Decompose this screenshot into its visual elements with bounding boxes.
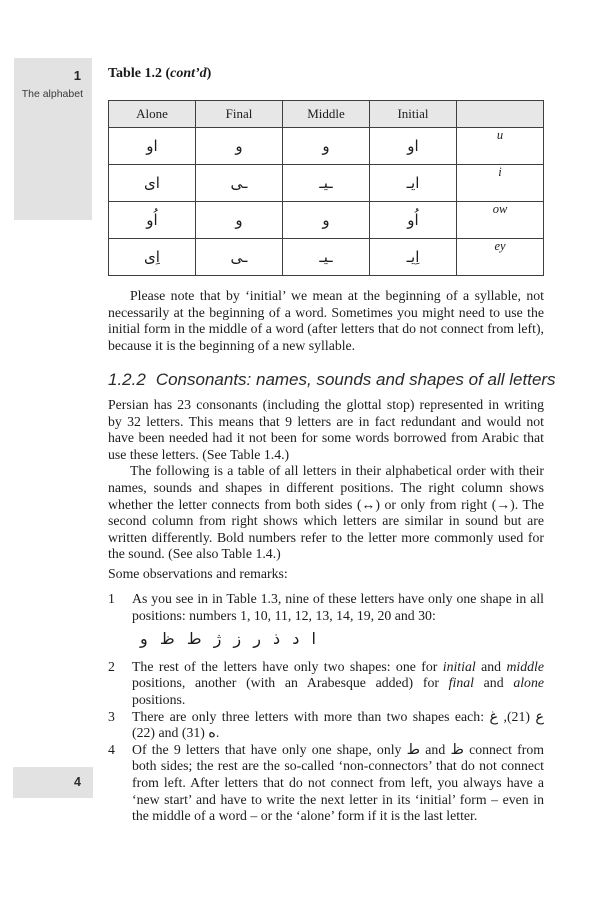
initial-form: او [370, 128, 457, 165]
chapter-title: The alphabet [21, 88, 83, 100]
section-title: Consonants: names, sounds and shapes of all letters [155, 370, 556, 389]
paragraph-block-consonants [108, 397, 544, 563]
table-row-u [109, 128, 544, 165]
section-heading [108, 370, 556, 390]
final-form: و [196, 202, 283, 239]
chapter-number: 1 [73, 68, 81, 83]
alone-form: ای [109, 165, 196, 202]
list-item [108, 659, 544, 709]
chapter-tab [14, 58, 92, 220]
one-shape-letters-line: ا د ذ ر ز ژ ط ظ و [140, 629, 316, 649]
list-item [108, 709, 544, 742]
list-item-text: Of the 9 letters that have only one shape, only ط and ظ connect from both sides; the rest are the so-called ‘non-connectors’ that do not connect from left. After letters that do not connect from left, you always have a ‘new start’ and have to write the next letter in its ‘initial’ form – even in the middle of a word – or the ‘alone’ form if it is the last letter. [132, 741, 544, 824]
list-item-number: 1 [108, 591, 115, 606]
middle-form: و [283, 128, 370, 165]
alone-form: اِی [109, 239, 196, 276]
observations-intro-text: Some observations and remarks: [108, 566, 288, 581]
list-item [108, 742, 544, 825]
section-number: 1.2.2 [108, 370, 146, 389]
table-caption-prefix: Table 1.2 ( [108, 66, 171, 81]
paragraph-initial-note [108, 288, 544, 354]
list-item-text: As you see in in Table 1.3, nine of these letters have only one shape in all positions: numbers 1, 10, 11, 12, 13, 14, 19, 20 and 30: [132, 591, 544, 623]
list-item [108, 591, 544, 648]
list-item-text: The rest of the letters have only two shapes: one for initial and middle positions, another (with an Arabesque added) for final and alone positions. [132, 658, 544, 707]
table-caption-suffix: ) [206, 66, 212, 81]
sound-label: ow [457, 202, 544, 239]
sound-label: u [457, 128, 544, 165]
table-caption [108, 66, 211, 82]
col-header-final: Final [196, 101, 283, 128]
final-form: ـی [196, 165, 283, 202]
alone-form: او [109, 128, 196, 165]
paragraph-consonants-intro: Persian has 23 consonants (including the glottal stop) represented in writing by 32 letters. This means that 9 letters are in fact redundant and would not have been needed had it not been for some words borrowed from Arabic that use these letters. (See Table 1.4.) [108, 397, 544, 462]
table-row-i [109, 165, 544, 202]
list-item-number: 4 [108, 741, 115, 757]
observations-list [108, 591, 544, 825]
paragraph-table-description: The following is a table of all letters in their alphabetical order with their names, sounds and shapes in different positions. The right column shows whether the letter connects from both sides (↔) or only from right (→). The second column from right shows which letters are similar in sound but are written differently. Bold numbers refer to the letter more commonly used for the sound. (See also Table 1.4.) [108, 463, 544, 562]
table-row-ey [109, 239, 544, 276]
col-header-sound [457, 101, 544, 128]
middle-form: ـيـ [283, 239, 370, 276]
initial-form: اُو [370, 202, 457, 239]
col-header-middle: Middle [283, 101, 370, 128]
page-number-tab [13, 767, 93, 798]
sound-label: ey [457, 239, 544, 276]
table-caption-contd: cont’d [170, 66, 207, 81]
list-item-text: There are only three letters with more than two shapes each: ع (21), غ (22) and ه (31). [132, 708, 544, 742]
list-item-number: 2 [108, 658, 115, 674]
table-row-ow [109, 202, 544, 239]
list-item-number: 3 [108, 708, 115, 724]
table-header-row [109, 101, 544, 128]
final-form: و [196, 128, 283, 165]
final-form: ـی [196, 239, 283, 276]
col-header-alone: Alone [109, 101, 196, 128]
col-header-initial: Initial [370, 101, 457, 128]
page-number: 4 [74, 775, 81, 789]
observations-intro [108, 566, 544, 583]
sound-label: i [457, 165, 544, 202]
alone-form: اُو [109, 202, 196, 239]
initial-form: اِيـ [370, 239, 457, 276]
paragraph-text: Please note that by ‘initial’ we mean at the beginning of a syllable, not necessarily at the beginning of a word. Sometimes you might need to use the initial form in the middle of a word (after letters that do not connect from left), because it is the beginning of a new syllable. [108, 288, 544, 353]
vowel-forms-table [108, 100, 544, 276]
middle-form: و [283, 202, 370, 239]
initial-form: ايـ [370, 165, 457, 202]
middle-form: ـيـ [283, 165, 370, 202]
